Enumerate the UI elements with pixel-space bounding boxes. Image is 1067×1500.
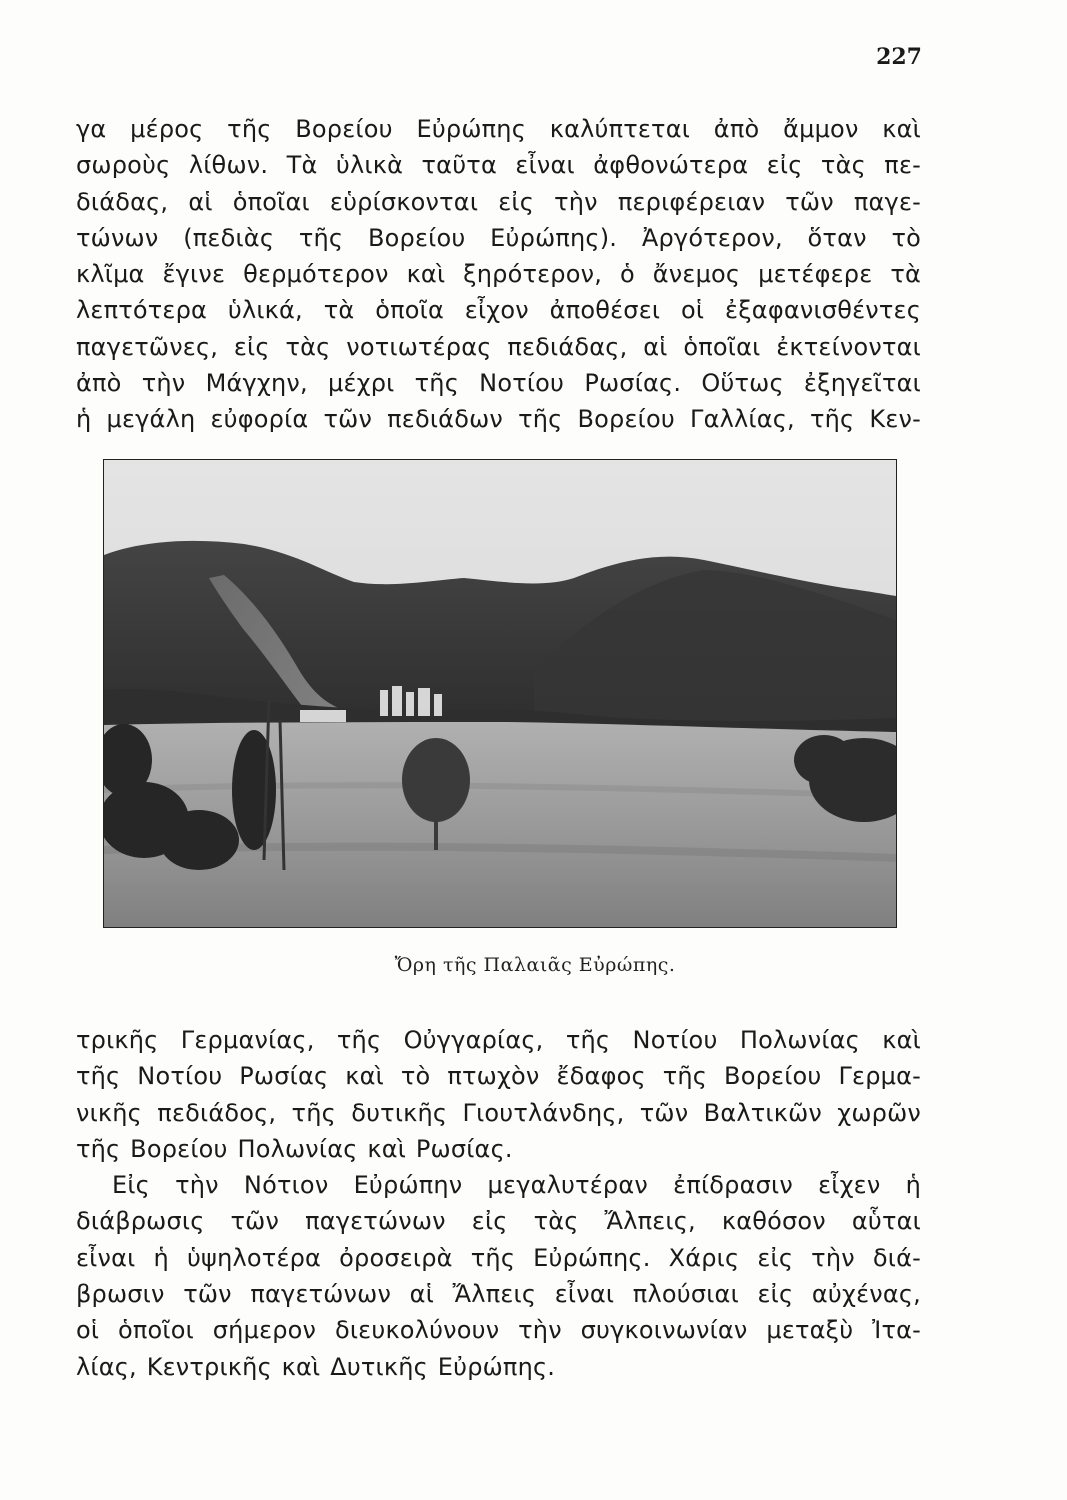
text-line: νικῆς πεδιάδος, τῆς δυτικῆς Γιουτλάνδης, τῶν Βαλτικῶν χωρῶν: [76, 1098, 921, 1127]
text-line: τῆς Βορείου Πολωνίας καὶ Ρωσίας.: [76, 1134, 513, 1163]
text-line: τῆς Νοτίου Ρωσίας καὶ τὸ πτωχὸν ἔδαφος τῆς Βορείου Γερμα-: [76, 1062, 921, 1091]
text-line: τώνων (πεδιὰς τῆς Βορείου Εὐρώπης). Ἀργότερον, ὅταν τὸ: [76, 223, 921, 252]
text-line: οἱ ὁποῖοι σήμερον διευκολύνουν τὴν συγκοινωνίαν μεταξὺ Ἰτα-: [76, 1316, 921, 1345]
body-text-top: [76, 111, 921, 438]
text-line: παγετῶνες, εἰς τὰς νοτιωτέρας πεδιάδας, αἱ ὁποῖαι ἐκτείνονται: [76, 332, 921, 361]
text-line: τρικῆς Γερμανίας, τῆς Οὐγγαρίας, τῆς Νοτίου Πολωνίας καὶ: [76, 1026, 921, 1054]
text-line: Εἰς τὴν Νότιον Εὐρώπην μεγαλυτέραν ἐπίδρασιν εἶχεν ἡ: [112, 1171, 921, 1200]
body-text-bottom: [76, 1022, 921, 1385]
text-line: εἶναι ἡ ὑψηλοτέρα ὀροσειρὰ τῆς Εὐρώπης. Χάρις εἰς τὴν διά-: [76, 1243, 921, 1272]
text-line: λεπτότερα ὑλικά, τὰ ὁποῖα εἶχον ἀποθέσει οἱ ἐξαφανισθέντες: [76, 296, 921, 325]
text-line: ἀπὸ τὴν Μάγχην, μέχρι τῆς Νοτίου Ρωσίας. Οὕτως ἐξηγεῖται: [76, 369, 921, 398]
text-line: λίας, Κεντρικῆς καὶ Δυτικῆς Εὐρώπης.: [76, 1352, 556, 1381]
text-line: διάδας, αἱ ὁποῖαι εὑρίσκονται εἰς τὴν περιφέρειαν τῶν παγε-: [76, 187, 921, 216]
page-number: 227: [876, 44, 922, 70]
text-line: διάβρωσις τῶν παγετώνων εἰς τὰς Ἄλπεις, καθόσον αὗται: [76, 1207, 921, 1236]
landscape-photo: [103, 459, 897, 928]
text-line: βρωσιν τῶν παγετώνων αἱ Ἄλπεις εἶναι πλούσιαι εἰς αὐχένας,: [76, 1280, 921, 1309]
text-line: κλῖμα ἔγινε θερμότερον καὶ ξηρότερον, ὁ ἄνεμος μετέφερε τὰ: [76, 260, 921, 289]
text-line: γα μέρος τῆς Βορείου Εὐρώπης καλύπτεται ἀπὸ ἄμμον καὶ: [76, 115, 921, 143]
figure-caption: Ὄρη τῆς Παλαιᾶς Εὐρώπης.: [394, 954, 676, 976]
text-line: ἡ μεγάλη εὐφορία τῶν πεδιάδων τῆς Βορείου Γαλλίας, τῆς Κεν-: [76, 405, 921, 434]
text-line: σωροὺς λίθων. Τὰ ὑλικὰ ταῦτα εἶναι ἀφθονώτερα εἰς τὰς πε-: [76, 151, 921, 180]
